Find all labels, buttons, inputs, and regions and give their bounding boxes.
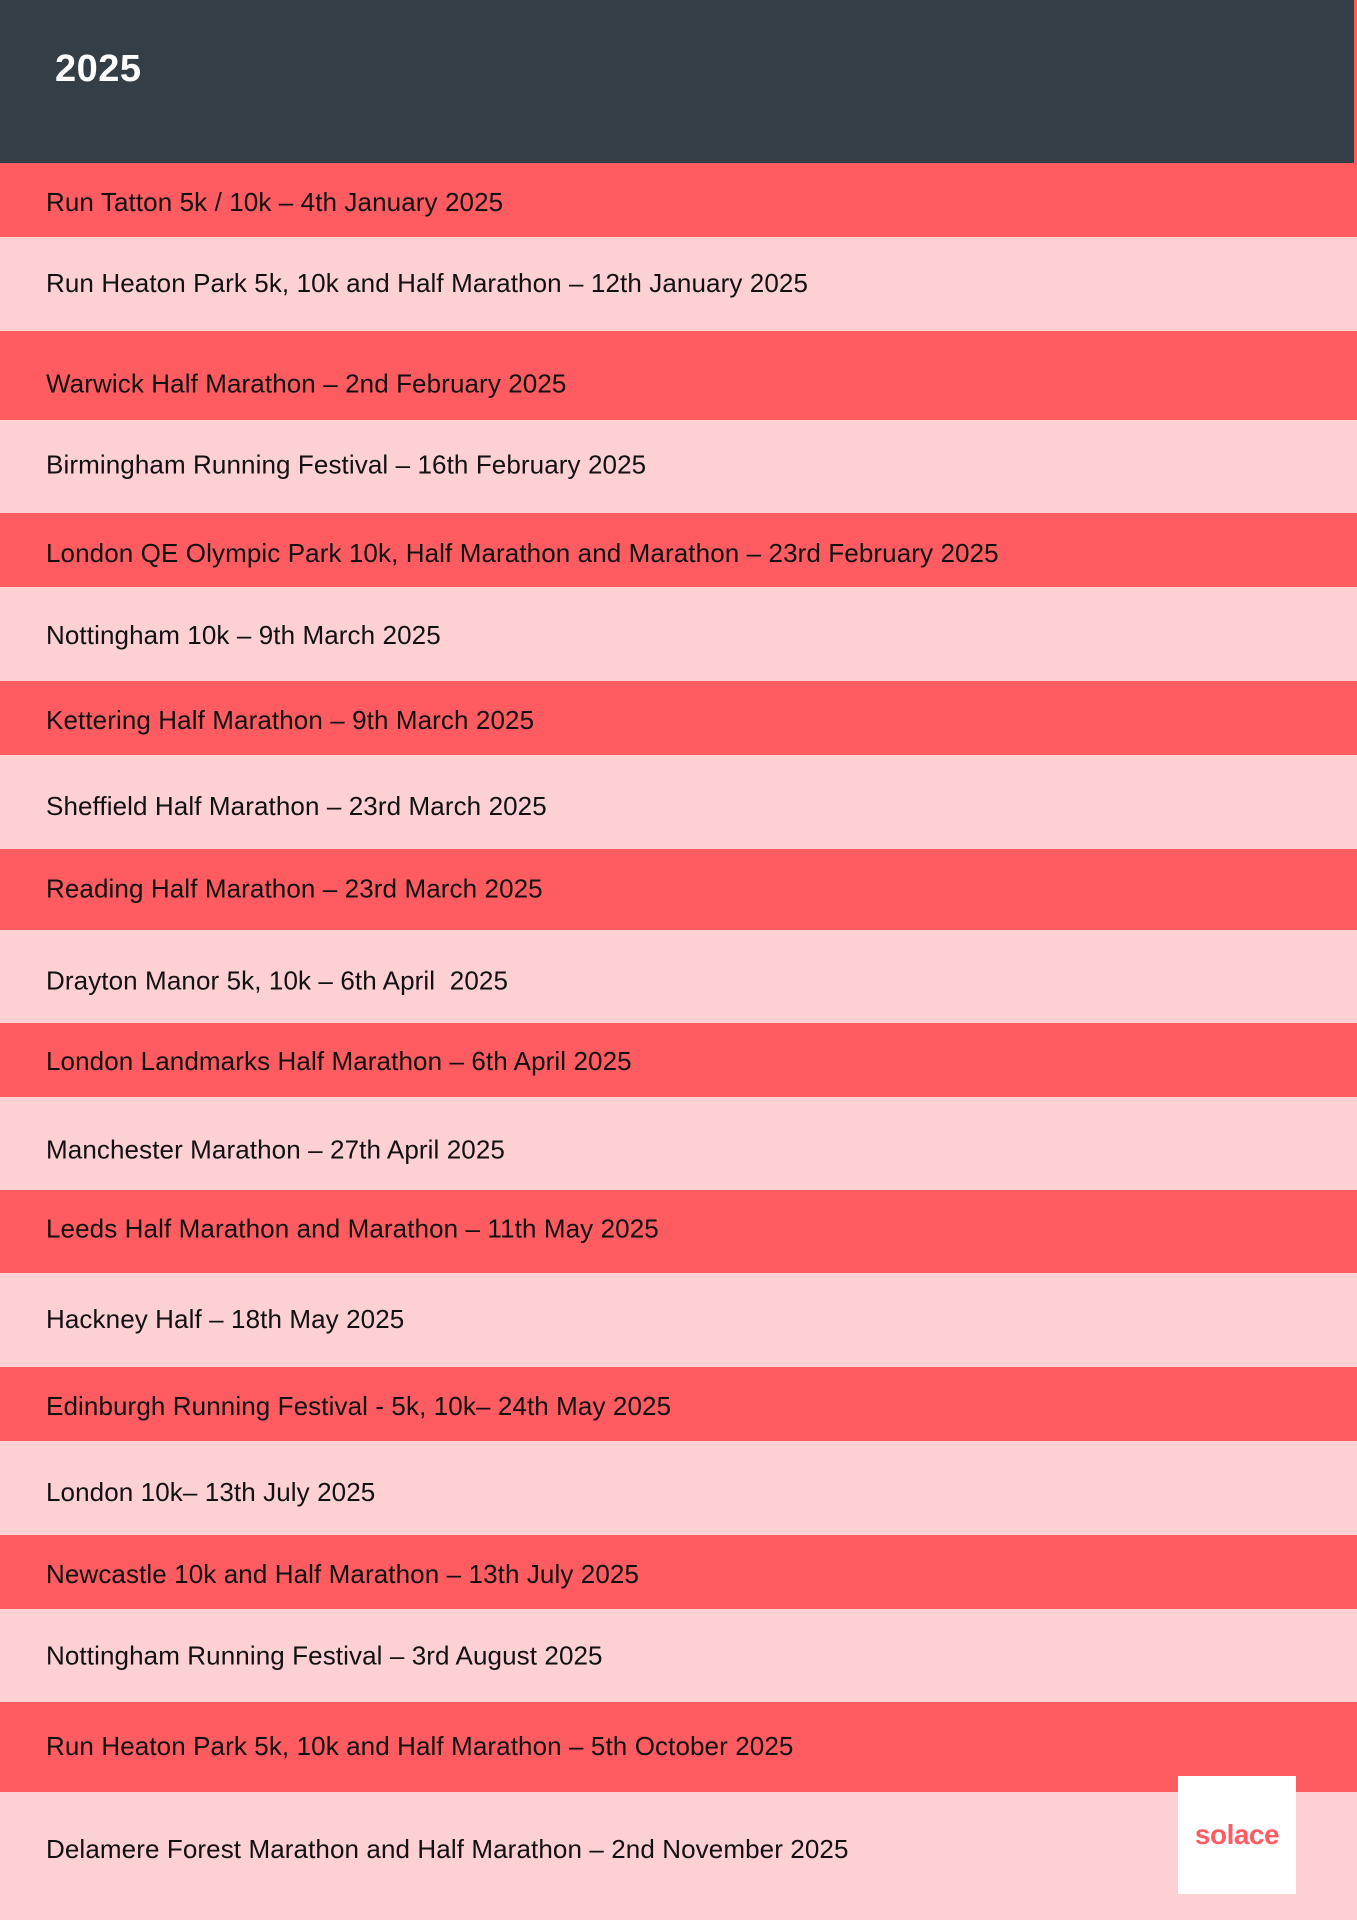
event-row <box>0 587 1357 681</box>
event-row <box>0 1273 1357 1367</box>
event-label: Sheffield Half Marathon – 23rd March 2025 <box>46 790 547 821</box>
event-label: London QE Olympic Park 10k, Half Marathon and Marathon – 23rd February 2025 <box>46 537 999 568</box>
event-row <box>0 1367 1357 1441</box>
event-row <box>0 1097 1357 1190</box>
event-row <box>0 849 1357 930</box>
event-label: Birmingham Running Festival – 16th February 2025 <box>46 449 647 480</box>
event-row <box>0 1792 1357 1920</box>
event-row <box>0 163 1357 237</box>
event-row <box>0 1609 1357 1702</box>
event-label: Newcastle 10k and Half Marathon – 13th July 2025 <box>46 1558 640 1589</box>
event-row <box>0 237 1357 331</box>
page-title: 2025 <box>55 48 142 90</box>
event-row <box>0 1702 1357 1792</box>
event-label: Reading Half Marathon – 23rd March 2025 <box>46 873 543 904</box>
event-row <box>0 331 1357 420</box>
event-label: Nottingham Running Festival – 3rd August 2025 <box>46 1640 603 1671</box>
event-row <box>0 1535 1357 1609</box>
event-row <box>0 513 1357 587</box>
event-row <box>0 755 1357 849</box>
event-label: Run Tatton 5k / 10k – 4th January 2025 <box>46 186 504 217</box>
event-label: Delamere Forest Marathon and Half Marathon – 2nd November 2025 <box>46 1833 849 1864</box>
event-label: Leeds Half Marathon and Marathon – 11th May 2025 <box>46 1213 659 1244</box>
event-label: London Landmarks Half Marathon – 6th April 2025 <box>46 1045 632 1076</box>
event-row <box>0 1023 1357 1097</box>
event-row <box>0 1441 1357 1535</box>
event-label: Run Heaton Park 5k, 10k and Half Marathon – 12th January 2025 <box>46 267 809 298</box>
event-label: Kettering Half Marathon – 9th March 2025 <box>46 704 535 735</box>
event-label: Edinburgh Running Festival - 5k, 10k– 24th May 2025 <box>46 1390 672 1421</box>
solace-logo <box>1178 1776 1296 1894</box>
logo-text: solace <box>1194 1819 1280 1850</box>
event-label: Run Heaton Park 5k, 10k and Half Marathon – 5th October 2025 <box>46 1730 794 1761</box>
event-row <box>0 681 1357 755</box>
event-label: Nottingham 10k – 9th March 2025 <box>46 619 441 650</box>
event-label: Manchester Marathon – 27th April 2025 <box>46 1134 505 1165</box>
event-label: London 10k– 13th July 2025 <box>46 1476 376 1507</box>
event-label: Hackney Half – 18th May 2025 <box>46 1303 405 1334</box>
event-label: Drayton Manor 5k, 10k – 6th April 2025 <box>46 965 509 996</box>
event-row <box>0 930 1357 1023</box>
event-label: Warwick Half Marathon – 2nd February 2025 <box>46 368 567 399</box>
page-header <box>0 0 1357 163</box>
event-row <box>0 1190 1357 1273</box>
event-row <box>0 420 1357 513</box>
